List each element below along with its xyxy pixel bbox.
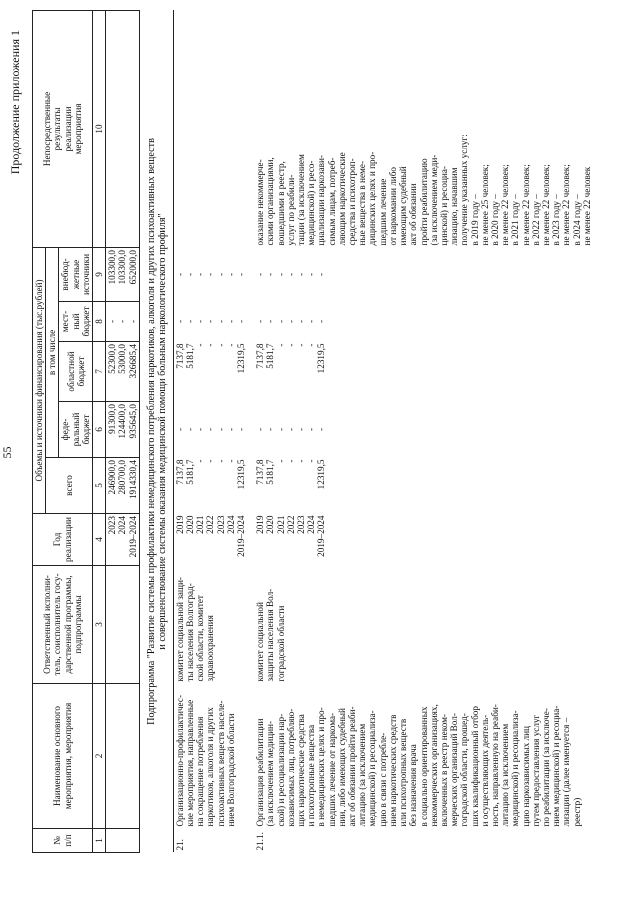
continuation-label: Продолжение приложения 1 [8,30,22,175]
header-federal: феде- ральный бюджет [59,402,93,458]
row-federal: - - - - - - - [174,427,247,432]
row-extra: - - - - - - - [255,272,327,277]
regional-cell: 52300,0 53000,0 326685,4 [106,342,140,402]
total-cell: 246900,0 280700,0 1914330,4 [106,458,140,514]
header-funding: Объемы и источники финансирования (тыс.рублей) [33,247,46,513]
row-name: Организационно-профилактичес- кие мероприятия, направленные на сокращение потребления наркотиков, алкоголя и других психоактивных веществ населе- нием Волгоградской области [174,694,236,827]
row-results: оказание некоммерче- скими организациями, вошедшими в реестр, услуг по реабили- тации (за исключением медицинской) и ресо- циализации наркозави- симым лицам, потреб- ляющим наркотические средства и психотроп- ные вещества в неме- дицинских целях и про- шедшим лечение от наркомании либо имеющим судебный акт об обязании пройти реабилитацию (за исключением меди- цинской) и ресоциа- лизацию, начавшим получение указанных услуг: в 2019 году – не менее 25 человек; в 2020 году – не менее 22 человек; в 2021 году – не менее 22 человек; в 2022 году – не менее 22 человек; в 2023 году – не менее 22 человек; в 2024 году – не менее 22 человек [255,134,592,246]
subprogram-row [139,10,173,852]
row-federal: - - - - - - - [255,427,327,432]
subprogram-title: Подпрограмма "Развитие системы профилактики немедицинского потребления наркотиков, алкоголя и других психоактивных веществ и совершенствование системы оказания медицинской помощи больным наркологического профиля" [139,10,173,852]
local-cell: - - - [106,302,140,342]
page-number: 55 [0,446,14,459]
row-name: Организация реабилитации (за исключением медицин- ской) и ресоциализации нар- козависимых лиц, потребляю- щих наркотические средства и психотропные вещества в немедицинских целях и про- шедших лечение от наркома- нии, либо имеющих судебный акт об обязании пройти реаби- литацию (за исключением медицинской) и ресоциализа- цию в связи с потребле- нием наркотических средств или психотропных веществ без назначения врача в социально ориентированных некоммерческих организациях, включенных в реестр неком- мерческих организаций Вол- гоградской области, прошед- ших квалификационный отбор и осуществляющих деятель- ность, направленную на реаби- литацию (за исключением медицинской) и ресоциализа- цию наркозависимых лиц путем предоставления услуг по реабилитации (за исключе- нием медицинской) и ресоциа- лизации (далее именуется – реестр) [255,704,582,827]
col-num-1: 1 [93,829,106,853]
header-extra: внебюд- жетные источники [59,247,93,301]
header-total: всего [46,458,93,514]
row-years: 2019 2020 2021 2022 2023 2024 2019–2024 [174,515,247,557]
header-year: Год реализации [33,514,93,566]
col-num-5: 5 [93,458,106,514]
col-num-8: 8 [93,302,106,342]
header-name: Наименование основного мероприятия, мероприятия [33,684,93,829]
row-executor: комитет социальной защи- ты населения Волгоград- ской области, комитет здравоохранения [174,577,216,682]
program-table [32,10,593,853]
extra-cell: 103300,0 103300,0 652000,0 [106,247,140,301]
table-row-21 [173,10,247,852]
header-executor: Ответственный исполни- тель, соисполнитель госу- дарственной программы, подпрограммы [33,566,93,684]
col-num-10: 10 [93,10,106,247]
row-executor: комитет социальной защиты населения Вол- гоградской области [255,588,286,682]
col-num-9: 9 [93,247,106,301]
row-total: 7137,8 5181,7 - - - - 12319,5 [174,459,247,490]
col-num-6: 6 [93,402,106,458]
header-no: № п/п [33,829,93,853]
col-num-3: 3 [93,566,106,684]
row-total: 7137,8 5181,7 - - - - 12319,5 [255,459,327,490]
header-incl: в том числе [46,247,59,457]
row-local: - - - - - - - [255,319,327,324]
federal-cell: 91300,0 124400,0 935645,0 [106,402,140,458]
col-num-2: 2 [93,684,106,829]
header-results: Непосредственные результаты реализации мероприятия [33,10,93,247]
row-extra: - - - - - - - [174,272,247,277]
row-years: 2019 2020 2021 2022 2023 2024 2019–2024 [255,515,327,557]
header-regional: областной бюджет [59,342,93,402]
row-regional: 7137,8 5181,7 - - - - 12319,5 [255,343,327,374]
row-regional: 7137,8 5181,7 - - - - 12319,5 [174,343,247,374]
table-row-previous-totals [106,10,140,852]
table-row-21-1 [247,10,593,852]
row-number: 21. [174,839,185,851]
years-cell: 2023 2024 2019–2024 [106,514,140,566]
col-num-7: 7 [93,342,106,402]
row-local: - - - - - - - [174,319,247,324]
row-number: 21.1. [255,832,266,851]
header-local: мест- ный бюджет [59,302,93,342]
col-num-4: 4 [93,514,106,566]
column-number-row [93,10,106,852]
header-row-1 [33,10,46,852]
